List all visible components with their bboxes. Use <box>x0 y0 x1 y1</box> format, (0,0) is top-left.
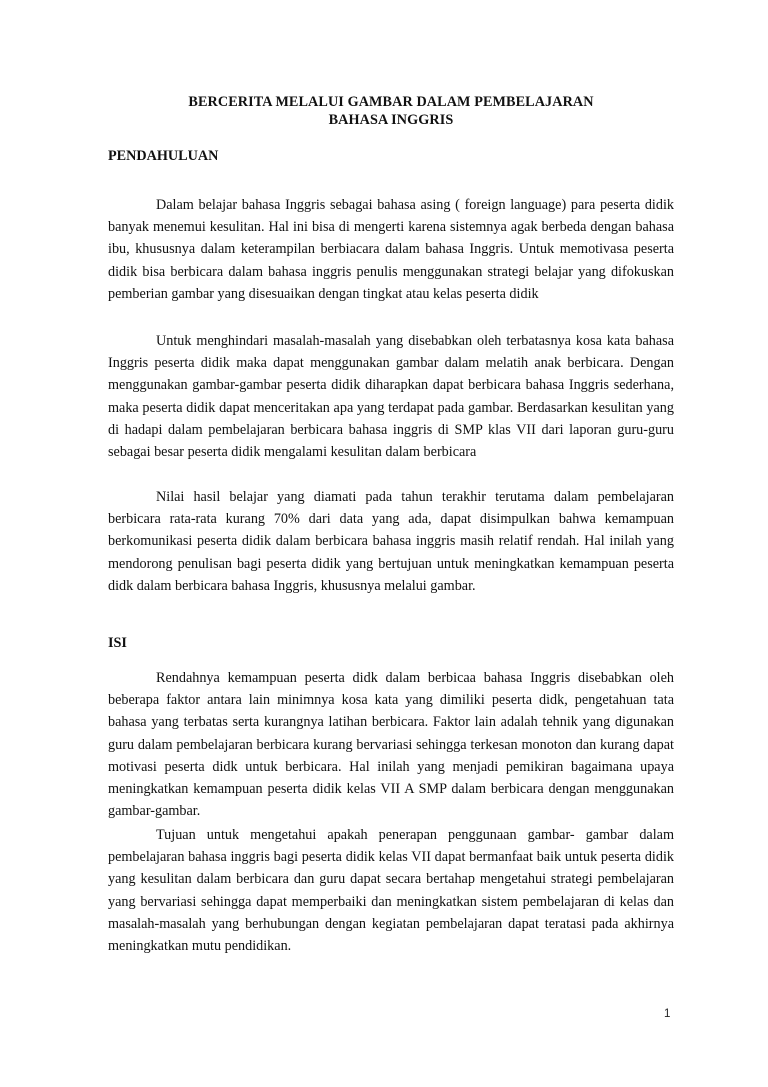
section-heading-isi: ISI <box>108 635 127 651</box>
paragraph-isi-2: Tujuan untuk mengetahui apakah penerapan penggunaan gambar- gambar dalam pembelajaran bahasa inggris bagi peserta didik kelas VII dapat bermanfaat baik untuk peserta didik yang kesulitan dalam berbicara dan guru dapat secara bertahap mengetahui strategi pembelajaran yang bervariasi sehingga dapat memperbaiki dan meningkatkan sistem pembelajaran di kelas dan masalah-masalah yang berhubungan dengan kegiatan pembelajaran dapat teratasi pada akhirnya meningkatkan mutu pendidikan. <box>108 827 674 955</box>
page-number: 1 <box>664 1008 671 1020</box>
paragraph-isi-1: Rendahnya kemampuan peserta didk dalam berbicaa bahasa Inggris disebabkan oleh beberapa faktor antara lain minimnya kosa kata yang dimiliki peserta didk, pengetahuan tata bahasa yang terbatas serta kurangnya latihan berbicara. Faktor lain adalah tehnik yang digunakan guru dalam pembelajaran berbicara kurang bervariasi sehingga terkesan monoton dan kurang dapat motivasi peserta didk untuk berbicara. Hal inilah yang menjadi pemikiran bagaimana upaya meningkatkan kemampuan peserta didik kelas VII A SMP dalam berbicara dengan menggunakan gambar-gambar. <box>108 670 674 820</box>
title-line-2: BAHASA INGGRIS <box>328 112 454 128</box>
paragraph-pendahuluan-3: Nilai hasil belajar yang diamati pada tahun terakhir terutama dalam pembelajaran berbicara rata-rata kurang 70% dari data yang ada, dapat disimpulkan bahwa kemampuan berkomunikasi peserta didik dalam berbicara bahasa inggris masih relatif rendah. Hal inilah yang mendorong penulisan bagi peserta didik yang bertujuan untuk meningkatkan kemampuan peserta didk dalam berbicara bahasa Inggris, khususnya melalui gambar. <box>108 489 674 594</box>
document-title <box>108 93 674 129</box>
paragraph-pendahuluan-2: Untuk menghindari masalah-masalah yang disebabkan oleh terbatasnya kosa kata bahasa Inggris peserta didik maka dapat menggunakan gambar dalam melatih anak berbicara. Dengan menggunakan gambar-gambar peserta didik diharapkan dapat berbicara bahasa Inggris sederhana, maka peserta didik dapat menceritakan apa yang terdapat pada gambar. Berdasarkan kesulitan yang di hadapi dalam pembelajaran berbicara bahasa inggris di SMP klas VII dari laporan guru-guru sebagai besar peserta didik mengalami kesulitan dalam berbicara <box>108 333 674 461</box>
title-line-1: BERCERITA MELALUI GAMBAR DALAM PEMBELAJARAN <box>188 94 594 110</box>
paragraph-pendahuluan-1: Dalam belajar bahasa Inggris sebagai bahasa asing ( foreign language) para peserta didik banyak menemui kesulitan. Hal ini bisa di mengerti karena sistemnya agak berbeda dengan bahasa ibu, khususnya dalam keterampilan berbiacara dalam bahasa Inggris. Untuk memotivasa peserta didik bisa berbicara dalam bahasa inggris penulis menggunakan strategi belajar yang difokuskan pemberian gambar yang disesuaikan dengan tingkat atau kelas peserta didik <box>108 197 674 302</box>
section-heading-pendahuluan: PENDAHULUAN <box>108 148 219 164</box>
